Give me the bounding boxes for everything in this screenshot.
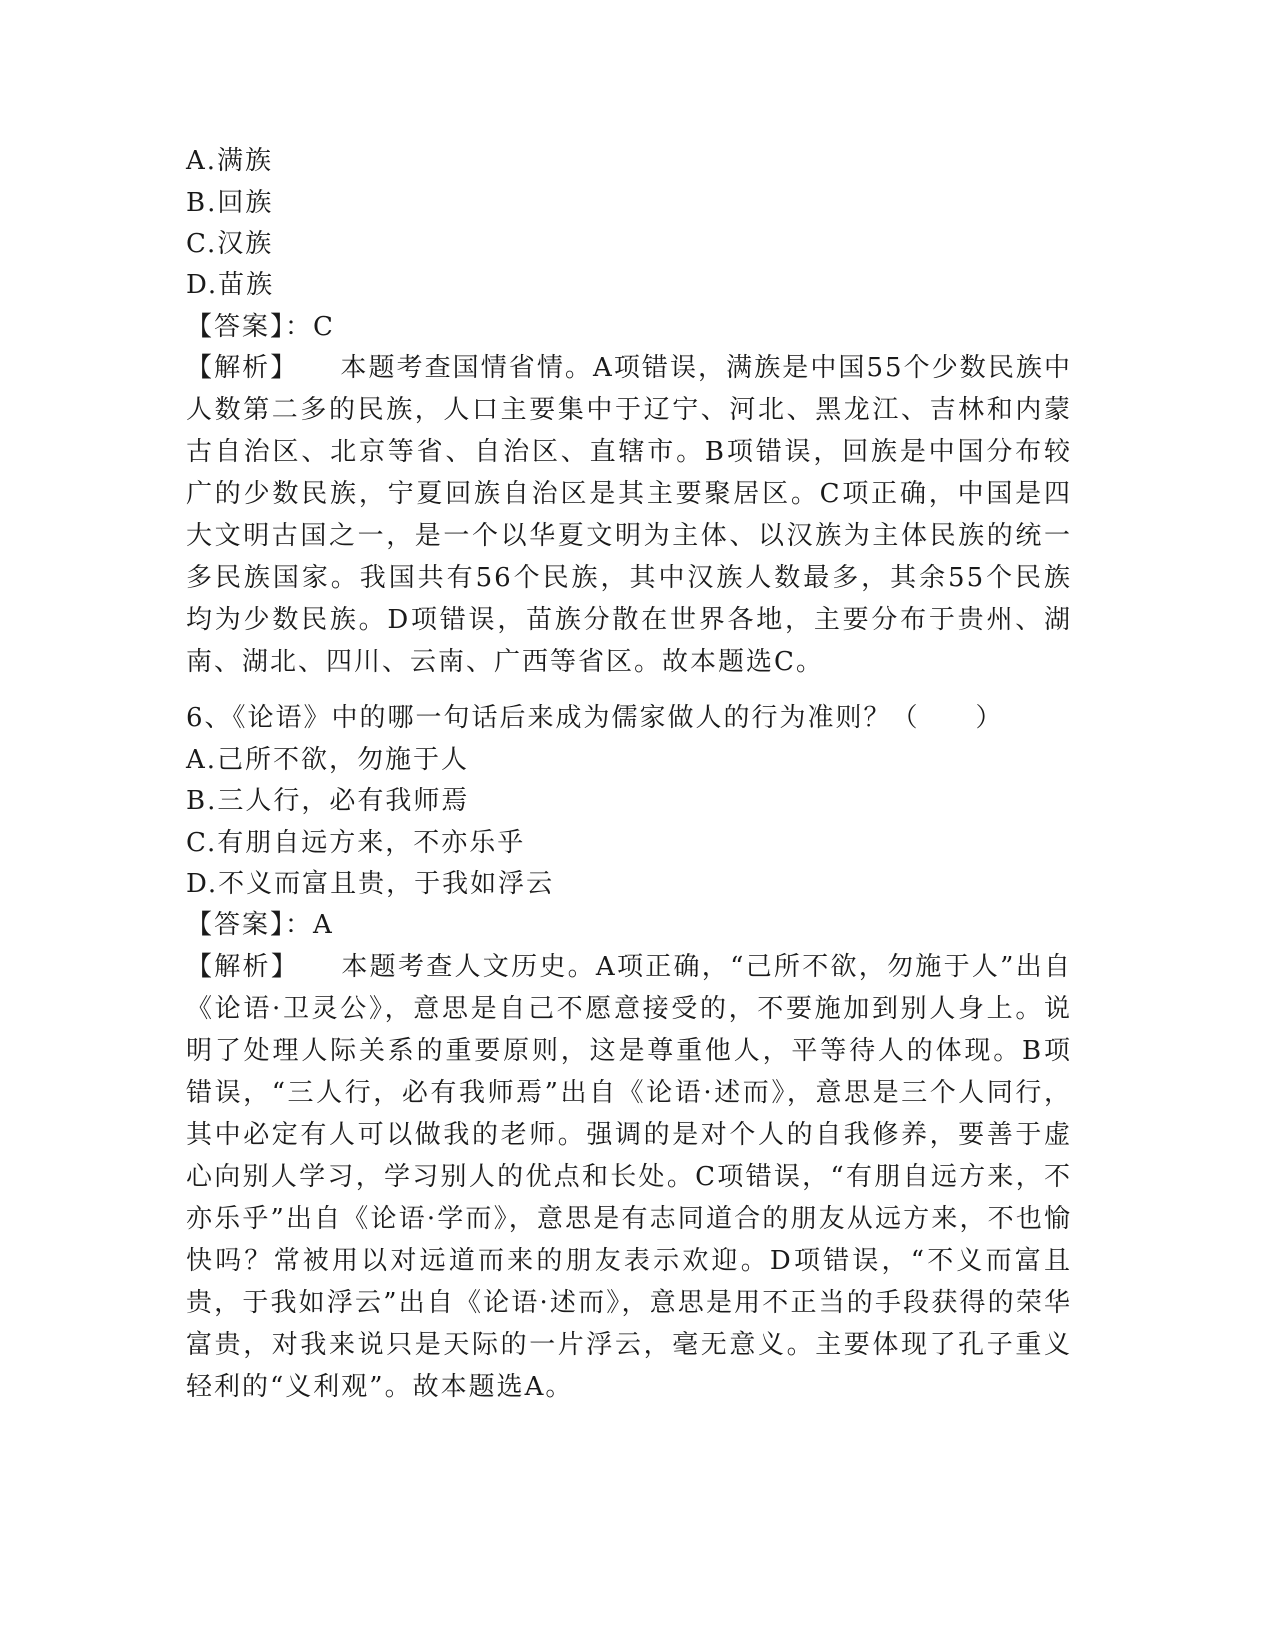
q5-option-b: B.回族 [186,188,274,218]
q6-option-a: A.己所不欲，勿施于人 [186,745,470,775]
q5-analysis-text: 本题考查国情省情。A项错误，满族是中国55个少数民族中人数第二多的民族，人口主要集中于辽宁、河北、黑龙江、吉林和内蒙古自治区、北京等省、自治区、直辖市。B项错误，回族是中国分布较广的少数民族，宁夏回族自治区是其主要聚居区。C项正确，中国是四大文明古国之一，是一个以华夏文明为主体、以汉族为主体民族的统一多民族国家。我国共有56个民族，其中汉族人数最多，其余55个民族均为少数民族。D项错误，苗族分散在世界各地，主要分布于贵州、湖南、湖北、四川、云南、广西等省区。故本题选C。 [186,353,1072,677]
q6-analysis-label: 【解析】 [186,952,300,982]
q5-answer: 【答案】：C [186,312,335,342]
q5-analysis [186,347,1072,683]
q6-question: 6、《论语》中的哪一句话后来成为儒家做人的行为准则？（ ） [186,703,1004,733]
q6-option-d: D.不义而富且贵，于我如浮云 [186,869,555,899]
q6-answer: 【答案】：A [186,910,334,940]
q6-analysis [186,946,1072,1408]
q6-option-b: B.三人行，必有我师焉 [186,786,470,816]
q6-analysis-text: 本题考查人文历史。A项正确，“己所不欲，勿施于人”出自《论语·卫灵公》，意思是自己不愿意接受的，不要施加到别人身上。说明了处理人际关系的重要原则，这是尊重他人，平等待人的体现。B项错误，“三人行，必有我师焉”出自《论语·述而》，意思是三个人同行，其中必定有人可以做我的老师。强调的是对个人的自我修养，要善于虚心向别人学习，学习别人的优点和长处。C项错误，“有朋自远方来，不亦乐乎”出自《论语·学而》，意思是有志同道合的朋友从远方来，不也愉快吗？常被用以对远道而来的朋友表示欢迎。D项错误，“不义而富且贵，于我如浮云”出自《论语·述而》，意思是用不正当的手段获得的荣华富贵，对我来说只是天际的一片浮云，毫无意义。主要体现了孔子重义轻利的“义利观”。故本题选A。 [186,952,1072,1402]
q6-option-c: C.有朋自远方来，不亦乐乎 [186,828,526,858]
q5-option-d: D.苗族 [186,270,275,300]
q5-option-a: A.满族 [186,146,274,176]
q5-option-c: C.汉族 [186,229,274,259]
q5-analysis-label: 【解析】 [186,353,299,383]
